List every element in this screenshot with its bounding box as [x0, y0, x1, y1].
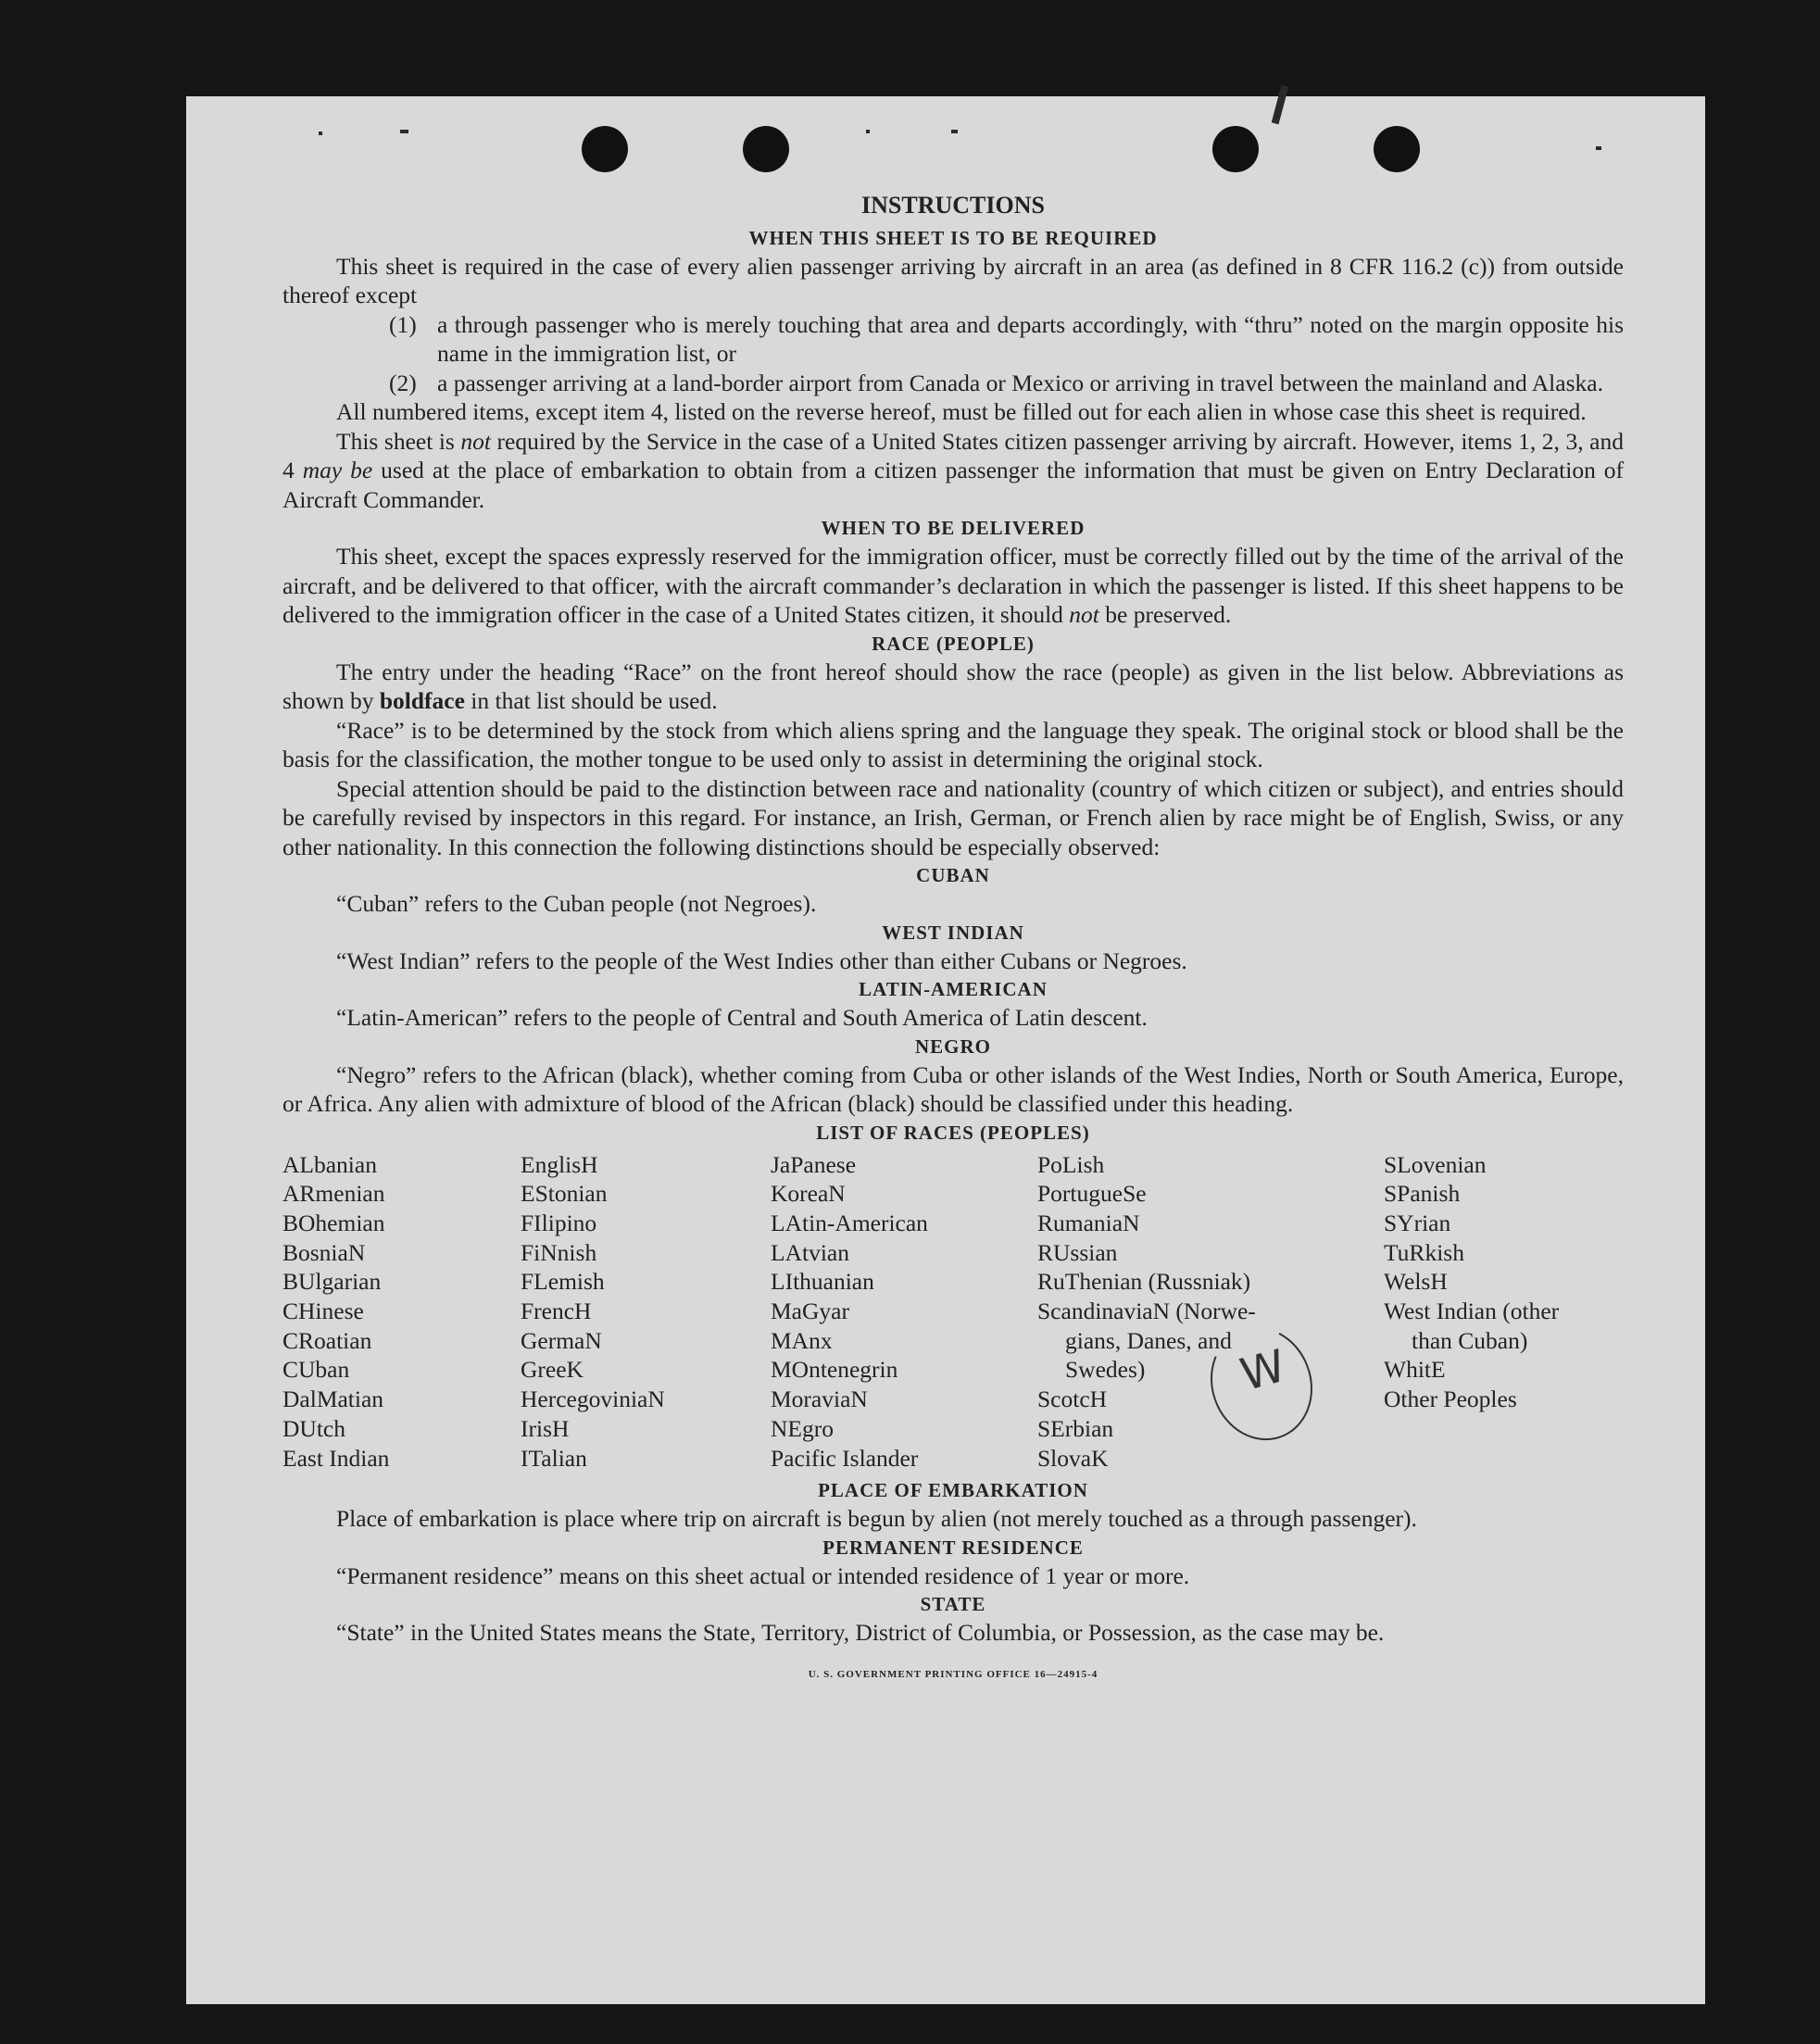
race-entry: NEgro	[771, 1414, 834, 1442]
race-entry-continued: than Cuban)	[1412, 1326, 1528, 1354]
list-item	[389, 310, 1624, 369]
paragraph: “Cuban” refers to the Cuban people (not Negroes).	[336, 890, 817, 917]
punch-hole	[1212, 126, 1259, 172]
races-column	[771, 1150, 1037, 1473]
paragraph: Special attention should be paid to the distinction between race and nationality (country of which citizen or subject), and entries should be carefully revised by inspectors in this regard. For instance, an Irish, German, or French alien by race might be of English, Swiss, or any other nationality. In this connection the following distinctions should be especially observed:	[282, 774, 1624, 860]
heading-negro: NEGRO	[914, 1035, 991, 1058]
race-entry: ScandinaviaN (Norwe-	[1037, 1298, 1256, 1325]
race-entry: PoLish	[1037, 1150, 1105, 1178]
stamp-handwritten-letter: W	[1235, 1339, 1291, 1402]
text-run: This sheet is	[336, 427, 461, 455]
races-column	[1037, 1150, 1384, 1473]
paragraph	[282, 542, 1624, 630]
heading-west-indian: WEST INDIAN	[882, 921, 1024, 944]
race-entry: CHinese	[282, 1298, 364, 1325]
item-number: (1)	[389, 310, 417, 338]
punch-hole	[1374, 126, 1420, 172]
bold-text: boldface	[379, 687, 465, 714]
race-entry: BosniaN	[282, 1238, 366, 1266]
races-table	[282, 1150, 1624, 1473]
race-entry: GermaN	[521, 1326, 602, 1354]
printing-office-footer: U. S. GOVERNMENT PRINTING OFFICE 16—24915-4	[808, 1668, 1098, 1680]
paragraph: “Latin-American” refers to the people of Central and South America of Latin descent.	[336, 1004, 1148, 1031]
race-entry: KoreaN	[771, 1180, 846, 1208]
heading-when-delivered: WHEN TO BE DELIVERED	[821, 517, 1086, 539]
race-entry: ScotcH	[1037, 1386, 1108, 1413]
heading-latin-american: LATIN-AMERICAN	[859, 978, 1048, 1000]
item-text: a through passenger who is merely touching that area and departs accordingly, with “thru” noted on the margin opposite his name in the immigration list, or	[437, 310, 1624, 367]
paragraph: “Permanent residence” means on this sheet actual or intended residence of 1 year or more.	[336, 1561, 1190, 1589]
race-entry-continued: gians, Danes, and	[1065, 1326, 1232, 1354]
text-run: The entry under the heading “Race” on the front hereof should show the race (people) as given in the list below. Abbreviations as shown by	[282, 658, 1624, 714]
italic-text: may be	[302, 457, 373, 483]
race-entry: MOntenegrin	[771, 1356, 898, 1384]
race-entry: JaPanese	[771, 1150, 857, 1178]
race-entry: EStonian	[521, 1180, 608, 1208]
paper-mark	[866, 130, 870, 133]
race-entry: FrencH	[521, 1298, 592, 1325]
paragraph	[282, 427, 1624, 515]
races-column	[521, 1150, 771, 1473]
heading-place-of-embarkation: PLACE OF EMBARKATION	[818, 1479, 1088, 1502]
race-entry: BOhemian	[282, 1209, 385, 1236]
paragraph: “Negro” refers to the African (black), whether coming from Cuba or other islands of the West Indies, North or South America, Europe, or Africa. Any alien with admixture of blood of the African (black) should be classified under this heading.	[282, 1060, 1624, 1117]
race-entry: FIlipino	[521, 1209, 597, 1236]
race-entry: ALbanian	[282, 1150, 377, 1178]
race-entry: SlovaK	[1037, 1444, 1109, 1472]
race-entry: East Indian	[282, 1444, 390, 1472]
race-entry: HercegoviniaN	[521, 1386, 665, 1413]
race-entry: RumaniaN	[1037, 1209, 1140, 1236]
italic-text: not	[1069, 601, 1099, 628]
race-entry: West Indian (other	[1384, 1298, 1560, 1325]
text-run: be preserved.	[1098, 601, 1232, 628]
paragraph: “State” in the United States means the State, Territory, District of Columbia, or Possession, as the case may be.	[336, 1619, 1385, 1647]
heading-list-of-races: LIST OF RACES (PEOPLES)	[816, 1121, 1090, 1144]
race-entry: SYrian	[1384, 1209, 1451, 1236]
race-entry: WelsH	[1384, 1268, 1448, 1296]
race-entry: Other Peoples	[1384, 1386, 1517, 1413]
race-entry: DUtch	[282, 1414, 345, 1442]
paper-mark	[1596, 146, 1601, 150]
heading-permanent-residence: PERMANENT RESIDENCE	[822, 1536, 1084, 1559]
item-text: a passenger arriving at a land-border airport from Canada or Mexico or arriving in travel between the mainland and Alaska.	[437, 369, 1603, 396]
race-entry: SPanish	[1384, 1180, 1461, 1208]
text-run: required by the Service in the case of a United States citizen passenger arriving by aircraft. However, items 1, 2, 3, and 4	[282, 427, 1624, 483]
paragraph: All numbered items, except item 4, listed on the reverse hereof, must be filled out for each alien in whose case this sheet is required.	[336, 398, 1587, 425]
race-entry: Pacific Islander	[771, 1444, 919, 1472]
punch-hole	[743, 126, 789, 172]
race-entry: PortugueSe	[1037, 1180, 1147, 1208]
heading-race: RACE (PEOPLE)	[872, 632, 1035, 655]
heading-cuban: CUBAN	[916, 864, 990, 886]
race-entry: EnglisH	[521, 1150, 598, 1178]
text-run: in that list should be used.	[464, 687, 718, 714]
paragraph: “Race” is to be determined by the stock from which aliens spring and the language they speak. The original stock or blood shall be the basis for the classification, the mother tongue to be used only to assist in determining the original stock.	[282, 716, 1624, 772]
race-entry: SLovenian	[1384, 1150, 1487, 1178]
item-number: (2)	[389, 369, 417, 396]
race-entry: CRoatian	[282, 1326, 372, 1354]
heading-state: STATE	[920, 1593, 986, 1616]
race-entry: MaGyar	[771, 1298, 849, 1325]
race-entry-continued: Swedes)	[1065, 1356, 1146, 1384]
race-entry: BUlgarian	[282, 1268, 382, 1296]
paper-mark	[400, 130, 408, 133]
race-entry: DalMatian	[282, 1386, 384, 1413]
italic-text: not	[460, 427, 491, 455]
race-entry: IrisH	[521, 1414, 570, 1442]
race-entry: ARmenian	[282, 1180, 385, 1208]
race-entry: SErbian	[1037, 1414, 1114, 1442]
race-entry: LIthuanian	[771, 1268, 874, 1296]
text-run: This sheet, except the spaces expressly reserved for the immigration officer, must be correctly filled out by the time of the arrival of the aircraft, and be delivered to that officer, with the aircraft commander’s declaration in which the passenger is listed. If this sheet happens to be delivered to the immigration officer in the case of a United States citizen, it should	[282, 543, 1624, 628]
text-run: used at the place of embarkation to obtain from a citizen passenger the information that must be given on Entry Declaration of Aircraft Commander.	[282, 457, 1625, 513]
document-title: INSTRUCTIONS	[861, 192, 1045, 219]
punch-hole	[582, 126, 628, 172]
race-entry: MoraviaN	[771, 1386, 868, 1413]
race-entry: GreeK	[521, 1356, 584, 1384]
race-entry: ITalian	[521, 1444, 587, 1472]
paper-mark	[951, 130, 958, 133]
race-entry: RuThenian (Russniak)	[1037, 1268, 1251, 1296]
instructions-content	[282, 191, 1624, 1689]
heading-when-required: WHEN THIS SHEET IS TO BE REQUIRED	[748, 226, 1158, 249]
paragraph	[282, 658, 1624, 716]
race-entry: TuRkish	[1384, 1238, 1464, 1266]
race-entry: CUban	[282, 1356, 350, 1384]
list-item	[389, 369, 1624, 398]
race-entry: FiNnish	[521, 1238, 597, 1266]
paper-mark	[319, 132, 322, 135]
races-column	[1384, 1150, 1624, 1473]
race-entry: RUssian	[1037, 1238, 1118, 1266]
paragraph: This sheet is required in the case of every alien passenger arriving by aircraft in an area (as defined in 8 CFR 116.2 (c)) from outside thereof except	[282, 252, 1624, 308]
races-column	[282, 1150, 521, 1473]
race-entry: LAtvian	[771, 1238, 849, 1266]
race-entry: WhitE	[1384, 1356, 1446, 1384]
race-entry: MAnx	[771, 1326, 833, 1354]
race-entry: LAtin-American	[771, 1209, 928, 1236]
race-entry: FLemish	[521, 1268, 605, 1296]
paragraph: Place of embarkation is place where trip on aircraft is begun by alien (not merely touched as a through passenger).	[336, 1505, 1417, 1533]
paragraph: “West Indian” refers to the people of the West Indies other than either Cubans or Negroes.	[336, 947, 1187, 974]
